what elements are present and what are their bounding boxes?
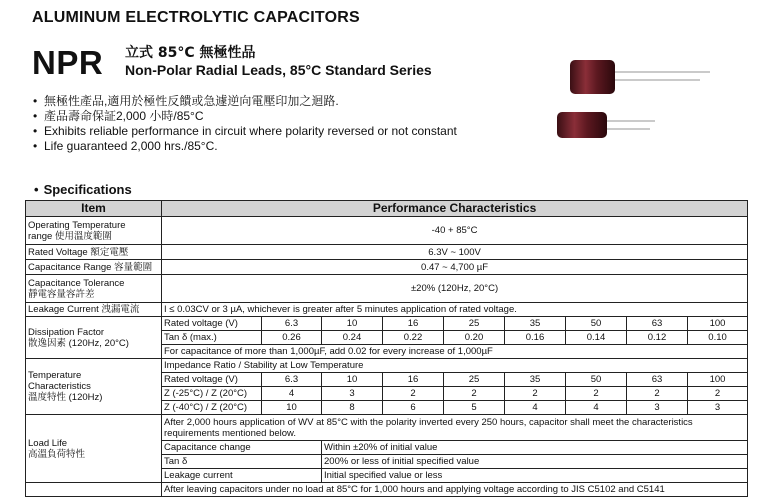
voltage-cell: 16 (383, 317, 444, 331)
specifications-table (25, 200, 748, 497)
row-label-line: 溫度特性 (120Hz) (28, 392, 103, 403)
sub-label: Z (-25°C) / Z (20°C) (162, 387, 262, 401)
load-life-key: Capacitance change (162, 441, 322, 455)
shelf-life-description: After leaving capacitors under no load at 85°C for 1,000 hours and applying voltage according to JIS C5102 and C5141 (162, 483, 748, 497)
feature-item: • 無極性產品,適用於極性反饋或急遽逆向電壓印加之迴路. (32, 94, 457, 109)
row-label-line: Operating Temperature (28, 219, 126, 231)
z25-cell: 2 (444, 387, 505, 401)
voltage-cell: 35 (505, 373, 566, 387)
row-label (26, 415, 162, 483)
row-value: -40 + 85°C (162, 217, 748, 245)
row-label-line: Characteristics (28, 381, 91, 392)
voltage-cell: 35 (505, 317, 566, 331)
feature-item: • Exhibits reliable performance in circuit where polarity reversed or not constant (32, 124, 457, 139)
column-header-item: Item (26, 201, 162, 217)
series-subtitle-english: Non-Polar Radial Leads, 85°C Standard Series (125, 62, 432, 78)
row-label (26, 317, 162, 359)
row-label (26, 483, 162, 497)
table-row-temperature-heading (26, 359, 748, 373)
sub-label: Tan δ (max.) (162, 331, 262, 345)
row-label (26, 359, 162, 415)
table-header-row (26, 201, 748, 217)
z40-cell: 4 (566, 401, 627, 415)
voltage-cell: 10 (322, 317, 383, 331)
z25-cell: 4 (262, 387, 322, 401)
temperature-heading: Impedance Ratio / Stability at Low Temperature (162, 359, 748, 373)
row-label: Capacitance Range 容量範圍 (26, 260, 162, 275)
z25-cell: 3 (322, 387, 383, 401)
row-label-line: range 使用溫度範圍 (28, 230, 112, 242)
sub-label: Rated voltage (V) (162, 373, 262, 387)
voltage-cell: 100 (688, 317, 748, 331)
voltage-cell: 10 (322, 373, 383, 387)
tan-cell: 0.10 (688, 331, 748, 345)
column-header-performance: Performance Characteristics (162, 201, 748, 217)
z40-cell: 10 (262, 401, 322, 415)
feature-item: • 產品壽命保証2,000 小時/85°C (32, 109, 457, 124)
z25-cell: 2 (627, 387, 688, 401)
series-subtitle-chinese: 立式 85°C 無極性品 (125, 45, 256, 61)
z40-cell: 8 (322, 401, 383, 415)
voltage-cell: 6.3 (262, 373, 322, 387)
load-life-value: Within ±20% of initial value (322, 441, 748, 455)
table-row-capacitance-range (26, 260, 748, 275)
row-label-line: Capacitance Tolerance (28, 277, 125, 289)
voltage-cell: 63 (627, 317, 688, 331)
voltage-cell: 25 (444, 317, 505, 331)
tan-cell: 0.22 (383, 331, 444, 345)
row-value: I ≤ 0.03CV or 3 µA, whichever is greater after 5 minutes application of rated voltage. (162, 303, 748, 317)
row-label (26, 275, 162, 303)
voltage-cell: 63 (627, 373, 688, 387)
row-label-line: 高溫負荷特性 (28, 448, 86, 460)
tan-cell: 0.26 (262, 331, 322, 345)
voltage-cell: 16 (383, 373, 444, 387)
row-value: 0.47 ~ 4,700 µF (162, 260, 748, 275)
specifications-heading-text: Specifications (43, 182, 132, 197)
z25-cell: 2 (383, 387, 444, 401)
capacitor-product-image (555, 58, 725, 143)
z25-cell: 2 (688, 387, 748, 401)
load-life-description: After 2,000 hours application of WV at 85°C with the polarity inverted every 250 hours, capacitor shall meet the characteristics requirements mentioned below. (162, 415, 748, 441)
z40-cell: 3 (688, 401, 748, 415)
row-label (26, 217, 162, 245)
row-label-line: 靜電容量容許差 (28, 288, 95, 300)
z40-cell: 5 (444, 401, 505, 415)
table-row-rated-voltage (26, 245, 748, 260)
dissipation-note: For capacitance of more than 1,000µF, add 0.02 for every increase of 1,000µF (162, 345, 748, 359)
row-label: Leakage Current 洩漏電流 (26, 303, 162, 317)
table-row-operating-temperature (26, 217, 748, 245)
feature-list (32, 94, 457, 154)
table-row-shelf-life (26, 483, 748, 497)
tan-cell: 0.24 (322, 331, 383, 345)
z40-cell: 3 (627, 401, 688, 415)
voltage-cell: 50 (566, 373, 627, 387)
z25-cell: 2 (505, 387, 566, 401)
table-row-leakage-current (26, 303, 748, 317)
row-label-line: Load Life (28, 437, 68, 449)
row-value: ±20% (120Hz, 20°C) (162, 275, 748, 303)
load-life-key: Leakage current (162, 469, 322, 483)
row-label-line: 散逸因素 (120Hz, 20°C) (28, 337, 129, 349)
feature-item: • Life guaranteed 2,000 hrs./85°C. (32, 139, 457, 154)
load-life-value: Initial specified value or less (322, 469, 748, 483)
load-life-value: 200% or less of initial specified value (322, 455, 748, 469)
tan-cell: 0.14 (566, 331, 627, 345)
voltage-cell: 25 (444, 373, 505, 387)
table-row-load-life-desc (26, 415, 748, 441)
voltage-cell: 6.3 (262, 317, 322, 331)
sub-label: Z (-40°C) / Z (20°C) (162, 401, 262, 415)
row-value: 6.3V ~ 100V (162, 245, 748, 260)
row-label-line: Temperature (28, 370, 82, 381)
sub-label: Rated voltage (V) (162, 317, 262, 331)
table-row-dissipation-voltage (26, 317, 748, 331)
z25-cell: 2 (566, 387, 627, 401)
z40-cell: 6 (383, 401, 444, 415)
z40-cell: 4 (505, 401, 566, 415)
voltage-cell: 100 (688, 373, 748, 387)
tan-cell: 0.20 (444, 331, 505, 345)
page-title: ALUMINUM ELECTROLYTIC CAPACITORS (32, 9, 360, 26)
specifications-heading (34, 182, 132, 197)
load-life-key: Tan δ (162, 455, 322, 469)
tan-cell: 0.12 (627, 331, 688, 345)
voltage-cell: 50 (566, 317, 627, 331)
tan-cell: 0.16 (505, 331, 566, 345)
row-label: Rated Voltage 額定電壓 (26, 245, 162, 260)
table-row-capacitance-tolerance (26, 275, 748, 303)
row-label-line: Dissipation Factor (28, 326, 105, 338)
series-code: NPR (32, 44, 104, 81)
